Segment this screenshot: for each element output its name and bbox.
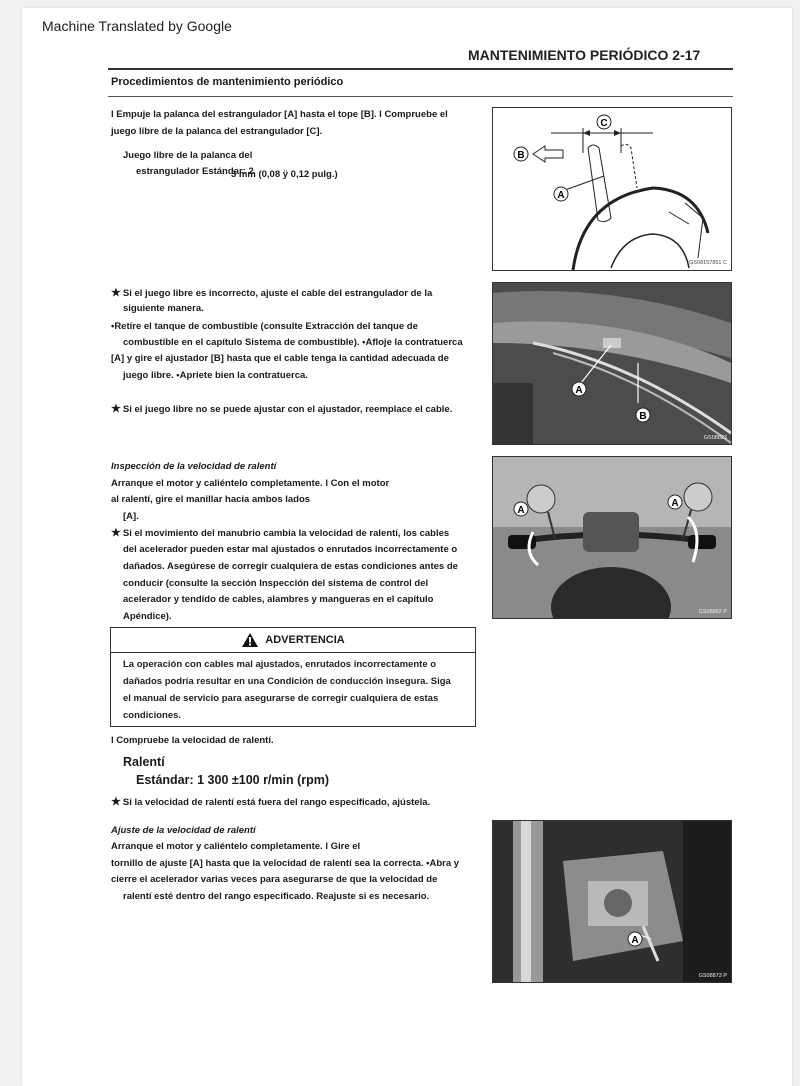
idle-check-line: l Compruebe la velocidad de ralentí. [111,735,274,746]
idle-spec-value: Estándar: 1 300 ±100 r/min (rpm) [136,773,330,787]
warning-box [110,627,476,727]
idle-inspection-title: Inspección de la velocidad de ralentí [111,461,277,472]
handlebar-label-a-right: A [671,498,679,509]
idle-inspection-note-2: del acelerador pueden estar mal ajustados o enrutados incorrectamente o [123,544,458,555]
idle-range-note: ★ Si la velocidad de ralentí está fuera del rango especificado, ajústela. [111,796,431,808]
handlebar-label-a-left: A [517,505,525,516]
idle-inspection-line-1: Arranque el motor y caliéntelo completamente. l Con el motor [111,478,390,489]
photo-label-b: B [639,411,647,422]
choke-step-line-1: •Retire el tanque de combustible (consulte Extracción del tanque de [111,321,418,332]
choke-instruction-line-1: l Empuje la palanca del estrangulador [A] hasta el tope [B]. l Compruebe el [111,109,448,120]
idle-adjust-title: Ajuste de la velocidad de ralentí [111,825,256,836]
warning-header [111,628,475,653]
warning-body [111,653,475,724]
warning-line-2: dañados podría resultar en una Condición de conducción insegura. Siga [123,676,451,687]
idle-inspection-note-3: dañados. Asegúrese de corregir cualquiera de estas condiciones antes de [123,561,458,572]
choke-step-line-3: [A] y gire el ajustador [B] hasta que el cable tenga la cantidad adecuada de [111,353,449,364]
idle-spec-title: Ralentí [123,755,165,769]
star-icon: ★ [111,527,121,539]
page-header: MANTENIMIENTO PERIÓDICO 2-17 [468,47,701,63]
photo-label-a: A [575,385,583,396]
idle-adjust-line-4: ralentí esté dentro del rango especificado. Reajuste si es necesario. [123,891,430,902]
label-a: A [557,190,565,201]
section-title: Procedimientos de mantenimiento periódico [111,76,344,88]
idle-adjust-line-1: Arranque el motor y caliéntelo completamente. l Gire el [111,841,361,852]
choke-spec-value: 3 mm (0,08 ÿ 0,12 pulg.) [231,169,338,180]
figure-3-code: GS08882 P [698,609,727,615]
choke-note-2: ★ Si el juego libre no se puede ajustar con el ajustador, reemplace el cable. [111,403,453,415]
screw-label-a: A [631,935,639,946]
handlebar-photo [492,456,732,619]
header-rule [108,68,733,70]
idle-inspection-note-6: Apéndice). [123,611,172,622]
figure-2-code: GS08823 [703,435,727,441]
choke-note-1: ★ Si el juego libre es incorrecto, ajuste el cable del estrangulador de la [111,287,433,299]
label-c: C [600,118,608,129]
warning-line-4: condiciones. [123,710,182,721]
star-icon: ★ [111,403,121,415]
warning-line-1: La operación con cables mal ajustados, enrutados incorrectamente o [123,659,437,670]
idle-screw-photo [492,820,732,983]
choke-step-line-4: juego libre. •Apriete bien la contratuerca. [123,370,308,381]
idle-inspection-note-1: ★ Si el movimiento del manubrio cambia la velocidad de ralentí, los cables [111,527,450,539]
choke-lever-diagram [492,107,732,271]
figure-1-code: GS08157851 C [689,260,727,266]
idle-inspection-line-3: [A]. [123,511,139,522]
star-icon: ★ [111,287,121,299]
choke-cable-photo [492,282,732,445]
idle-inspection-note-5: acelerador y tendido de cables, alambres y mangueras en el capítulo [123,594,434,605]
choke-spec-label-1: Juego libre de la palanca del [123,150,253,161]
translation-note: Machine Translated by Google [42,18,232,34]
choke-step-line-2: combustible en el capítulo Sistema de combustible). •Afloje la contratuerca [123,337,463,348]
choke-note-1-cont: siguiente manera. [123,303,204,314]
figure-4-code: GS08873 P [698,973,727,979]
warning-line-3: el manual de servicio para asegurarse de corregir cualquiera de estas [123,693,439,704]
idle-inspection-line-2: al ralentí, gire el manillar hacia ambos lados [111,494,311,505]
choke-spec-label-2: estrangulador Estándar: 2 [136,166,254,177]
warning-title: ADVERTENCIA [265,634,345,646]
section-rule [108,96,733,97]
idle-inspection-note-4: conducir (consulte la sección Inspección del sistema de control del [123,578,429,589]
label-b: B [517,150,525,161]
idle-adjust-line-2: tornillo de ajuste [A] hasta que la velocidad de ralentí sea la correcta. •Abra y [111,858,460,869]
choke-instruction-line-2: juego libre de la palanca del estrangulador [C]. [111,126,323,137]
idle-adjust-line-3: cierre el acelerador varias veces para asegurarse de que la velocidad de [111,874,438,885]
warning-triangle-icon [241,632,259,648]
star-icon: ★ [111,796,121,808]
